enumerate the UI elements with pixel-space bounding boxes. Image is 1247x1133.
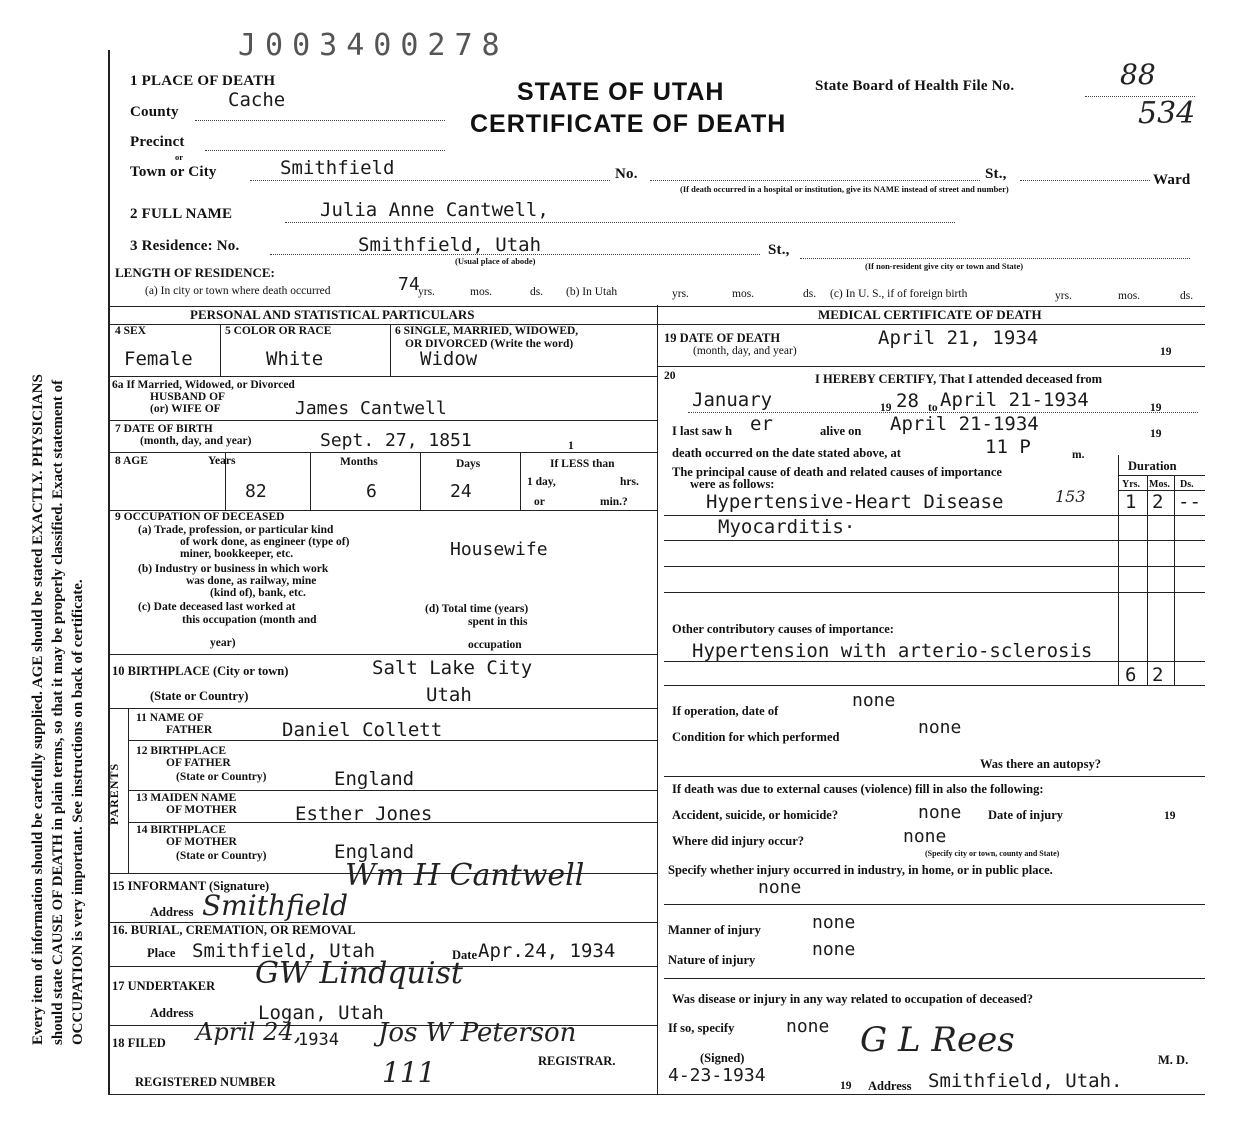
where-injury-label: Where did injury occur? <box>672 834 805 848</box>
occ-d3: occupation <box>468 639 522 651</box>
side-instructions-line1: Every item of information should be carefully supplied. AGE should be stated EXACTLY. PHYSICIANS <box>30 374 46 1045</box>
personal-section-title: PERSONAL AND STATISTICAL PARTICULARS <box>190 307 475 322</box>
informant-address-value: Smithfield <box>202 889 349 922</box>
certify-text: I HEREBY CERTIFY, That I attended deceased from <box>815 372 1103 386</box>
marital-label-1: 6 SINGLE, MARRIED, WIDOWED, <box>395 325 579 337</box>
no-label: No. <box>615 166 638 182</box>
county-value: Cache <box>228 89 286 111</box>
birthplace-state-value: Utah <box>426 684 472 706</box>
file-number-2: 534 <box>1138 96 1196 131</box>
condition-label: Condition for which performed <box>672 730 840 744</box>
undertaker-label: 17 UNDERTAKER <box>112 979 216 993</box>
filed-year: 1934 <box>298 1030 339 1050</box>
parents-label: PARENTS <box>107 762 121 825</box>
father-birthplace-value: England <box>334 768 415 790</box>
age-label: 8 AGE <box>115 455 148 467</box>
filed-date: April 24, <box>196 1018 302 1046</box>
town-label: Town or City <box>130 164 217 180</box>
cause-1-value: Hypertensive-Heart Disease <box>706 491 1004 513</box>
side-instructions-line2: should state CAUSE OF DEATH in plain terms, so that it may be properly classified. Exact statement of <box>50 379 66 1045</box>
age-years-label: Years <box>208 455 236 467</box>
where-injury-value: none <box>903 826 947 847</box>
date-of-death-label-2: (month, day, and year) <box>693 345 797 357</box>
spouse-label-2: HUSBAND OF <box>150 391 226 403</box>
occ-c3: year) <box>210 637 236 649</box>
cause-label-1: The principal cause of death and related causes of importance <box>672 465 1002 479</box>
age-months-label: Months <box>340 456 378 468</box>
form-left-border <box>108 50 110 1095</box>
birthplace-state-label: (State or Country) <box>150 689 249 703</box>
length-of-residence-label: LENGTH OF RESIDENCE: <box>115 265 275 280</box>
occ-a3: miner, bookkeeper, etc. <box>180 548 294 560</box>
serial-number: J003400278 <box>238 28 509 63</box>
mother-birthplace-label-1: 14 BIRTHPLACE <box>136 824 227 836</box>
form-subtitle: CERTIFICATE OF DEATH <box>470 110 787 138</box>
attend-from-value: January <box>692 389 773 411</box>
attend-from-year: 28 <box>896 390 919 412</box>
spouse-value: James Cantwell <box>295 398 447 419</box>
mos-label-2: mos. <box>732 288 755 300</box>
burial-place-label: Place <box>147 946 176 960</box>
mother-birthplace-value: England <box>334 841 415 863</box>
filed-label: 18 FILED <box>112 1036 166 1050</box>
occ-d1: (d) Total time (years) <box>425 603 529 615</box>
mother-label-2: OF MOTHER <box>166 804 237 816</box>
registrar-signature: Jos W Peterson <box>378 1018 577 1048</box>
informant-address-label: Address <box>150 905 194 919</box>
injury-19: 19 <box>1164 810 1176 822</box>
signed-label: (Signed) <box>700 1051 745 1065</box>
undertaker-address-label: Address <box>150 1006 194 1020</box>
occ-a2: of work done, as engineer (type of) <box>180 536 350 548</box>
full-name-value: Julia Anne Cantwell, <box>320 199 549 221</box>
form-title: STATE OF UTAH <box>517 78 725 106</box>
operation-label: If operation, date of <box>672 704 779 718</box>
autopsy-label: Was there an autopsy? <box>980 757 1101 771</box>
specify-place-value: none <box>758 877 802 898</box>
file-number-label: State Board of Health File No. <box>815 78 1015 94</box>
burial-date-value: Apr.24, 1934 <box>478 940 616 962</box>
cause-label-2: were as follows: <box>690 477 775 491</box>
color-label: 5 COLOR OR RACE <box>225 325 332 337</box>
in-us-label: (c) In U. S., if of foreign birth <box>830 288 968 300</box>
operation-value: none <box>852 690 896 711</box>
mos-label: mos. <box>470 286 493 298</box>
specify-city-note: (Specify city or town, county and State) <box>925 849 1060 858</box>
occ-b2: was done, as railway, mine <box>186 575 317 587</box>
other-cause-yrs: 6 <box>1125 664 1137 686</box>
full-name-label: 2 FULL NAME <box>130 206 233 222</box>
cause-1-yrs: 1 <box>1125 491 1137 513</box>
duration-yrs: Yrs. <box>1122 479 1141 490</box>
registrar-label: REGISTRAR. <box>538 1054 616 1068</box>
duration-mos: Mos. <box>1149 479 1170 490</box>
other-causes-label: Other contributory causes of importance: <box>672 622 894 636</box>
registered-number-value: 111 <box>382 1056 436 1089</box>
undertaker-signature: GW Lindquist <box>255 956 463 991</box>
county-label: County <box>130 104 179 120</box>
other-cause-mos: 2 <box>1152 664 1164 686</box>
mos-label-3: mos. <box>1118 290 1141 302</box>
physician-address-value: Smithfield, Utah. <box>928 1070 1123 1092</box>
age-months-value: 6 <box>366 481 377 502</box>
other-cause-value: Hypertension with arterio-sclerosis <box>692 640 1093 662</box>
injury-date-label: Date of injury <box>988 808 1063 822</box>
date-of-death-label-1: 19 DATE OF DEATH <box>664 331 781 345</box>
duration-ds: Ds. <box>1180 479 1194 490</box>
last-saw-19: 19 <box>1150 428 1162 440</box>
yrs-label: yrs. <box>418 286 435 298</box>
less-than-label: If LESS than <box>550 458 615 470</box>
father-birthplace-label-2: OF FATHER <box>166 757 231 769</box>
informant-signature: Wm H Cantwell <box>345 858 585 893</box>
condition-value: none <box>918 717 962 738</box>
dod-19: 19 <box>1160 346 1172 358</box>
nature-label: Nature of injury <box>668 953 756 967</box>
father-birthplace-label-1: 12 BIRTHPLACE <box>136 745 227 757</box>
time-of-death: 11 P <box>985 436 1031 458</box>
physician-signature: G L Rees <box>860 1020 1015 1060</box>
if-so-label: If so, specify <box>668 1021 735 1035</box>
nature-value: none <box>812 939 856 960</box>
last-saw-label: I last saw h <box>672 424 733 438</box>
birthplace-city-value: Salt Lake City <box>372 657 533 679</box>
dob-label-2: (month, day, and year) <box>140 435 252 447</box>
attend-to-19: 19 <box>1150 402 1162 414</box>
abode-note: (Usual place of abode) <box>455 256 536 266</box>
yrs-label-2: yrs. <box>672 288 689 300</box>
last-saw-gender: er <box>750 413 773 435</box>
mother-label-1: 13 MAIDEN NAME <box>136 792 237 804</box>
occupation-related-label: Was disease or injury in any way related to occupation of deceased? <box>672 992 1033 1006</box>
to-label: to <box>928 402 938 414</box>
attend-to-value: April 21-1934 <box>940 389 1089 411</box>
certify-number: 20 <box>664 370 676 382</box>
ward-label: Ward <box>1153 172 1191 188</box>
town-value: Smithfield <box>280 157 395 179</box>
hrs-label: hrs. <box>620 476 639 488</box>
father-birthplace-label-3: (State or Country) <box>176 771 267 783</box>
residence-city-line: (a) In city or town where death occurred <box>145 285 331 297</box>
m-label: m. <box>1072 449 1085 461</box>
accident-value: none <box>918 802 962 823</box>
residence-street-label: St., <box>768 242 790 258</box>
dob-label-1: 7 DATE OF BIRTH <box>115 423 213 435</box>
residence-label: 3 Residence: No. <box>130 238 240 254</box>
burial-place-value: Smithfield, Utah <box>192 940 376 962</box>
in-utah-label: (b) In Utah <box>566 286 618 298</box>
medical-section-title: MEDICAL CERTIFICATE OF DEATH <box>818 307 1042 322</box>
father-label-1: 11 NAME OF <box>136 712 204 724</box>
occurred-label: death occurred on the date stated above, at <box>672 446 901 460</box>
ds-label-2: ds. <box>803 288 817 300</box>
age-days-label: Days <box>456 458 481 470</box>
cause-1-ds: -- <box>1178 491 1201 513</box>
attend-from-19: 19 <box>880 402 892 414</box>
age-years-value: 82 <box>245 481 267 502</box>
precinct-label: Precinct <box>130 134 185 150</box>
place-of-death-label: 1 PLACE OF DEATH <box>130 73 276 89</box>
father-value: Daniel Collett <box>282 719 443 741</box>
or-label: or <box>175 152 184 162</box>
min-label: min.? <box>600 496 628 508</box>
sex-value: Female <box>124 348 193 370</box>
informant-label: 15 INFORMANT (Signature) <box>112 879 270 893</box>
hospital-note: (If death occurred in a hospital or institution, give its NAME instead of street and number) <box>680 184 1009 194</box>
burial-label: 16. BURIAL, CREMATION, OR REMOVAL <box>112 923 356 937</box>
residence-value: Smithfield, Utah <box>358 234 542 256</box>
cause-1-code: 153 <box>1055 487 1086 506</box>
file-number-1: 88 <box>1120 58 1156 91</box>
undertaker-address-value: Logan, Utah <box>258 1002 384 1024</box>
color-value: White <box>266 348 324 370</box>
occ-d2: spent in this <box>468 616 528 628</box>
burial-date-label: Date <box>452 948 477 962</box>
age-days-value: 24 <box>450 481 472 502</box>
cause-2-value: Myocarditis· <box>718 516 856 538</box>
ds-label: ds. <box>530 286 544 298</box>
occ-a1: (a) Trade, profession, or particular kind <box>138 524 334 536</box>
mother-birthplace-label-2: OF MOTHER <box>166 836 237 848</box>
manner-value: none <box>812 912 856 933</box>
or-min-label: or <box>534 496 545 508</box>
dob-mark: 1 <box>568 440 574 452</box>
last-saw-date: April 21-1934 <box>890 413 1039 435</box>
yrs-label-3: yrs. <box>1055 290 1072 302</box>
occ-b3: (kind of), bank, etc. <box>210 587 306 599</box>
side-instructions-line3: OCCUPATION is very important. See instructions on back of certificate. <box>70 579 86 1045</box>
if-so-value: none <box>786 1016 830 1037</box>
ds-label-3: ds. <box>1180 290 1194 302</box>
duration-label: Duration <box>1128 459 1177 473</box>
marital-value: Widow <box>420 348 478 370</box>
sex-label: 4 SEX <box>115 325 146 337</box>
occupation-value: Housewife <box>450 539 548 560</box>
registered-number-label: REGISTERED NUMBER <box>135 1075 276 1089</box>
nonresident-note: (If non-resident give city or town and State) <box>865 261 1024 271</box>
physician-address-label: Address <box>868 1079 912 1093</box>
spouse-label-1: 6a If Married, Widowed, or Divorced <box>112 379 295 391</box>
occ-c2: this occupation (month and <box>182 614 317 626</box>
date-of-death-value: April 21, 1934 <box>878 327 1039 349</box>
mother-value: Esther Jones <box>295 803 433 825</box>
mother-birthplace-label-3: (State or Country) <box>176 850 267 862</box>
cause-1-mos: 2 <box>1152 491 1164 513</box>
signed-19: 19 <box>840 1080 852 1092</box>
birthplace-label: 10 BIRTHPLACE (City or town) <box>112 664 289 678</box>
less-day-label: 1 day, <box>527 476 556 488</box>
occ-b1: (b) Industry or business in which work <box>138 563 329 575</box>
residence-years: 74 <box>398 274 420 295</box>
alive-on-label: alive on <box>820 424 862 438</box>
signed-date: 4-23-1934 <box>668 1065 766 1086</box>
spouse-label-3: (or) WIFE OF <box>150 403 221 415</box>
specify-place-label: Specify whether injury occurred in industry, in home, or in public place. <box>668 863 1053 877</box>
father-label-2: FATHER <box>166 724 213 736</box>
dob-value: Sept. 27, 1851 <box>320 430 472 451</box>
external-causes-label: If death was due to external causes (violence) fill in also the following: <box>672 782 1044 796</box>
occupation-label: 9 OCCUPATION OF DECEASED <box>115 511 285 523</box>
manner-label: Manner of injury <box>668 923 761 937</box>
accident-label: Accident, suicide, or homicide? <box>672 808 839 822</box>
occ-c1: (c) Date deceased last worked at <box>138 601 296 613</box>
md-label: M. D. <box>1158 1053 1189 1067</box>
street-label: St., <box>985 166 1007 182</box>
marital-label-2: OR DIVORCED (Write the word) <box>405 338 574 350</box>
